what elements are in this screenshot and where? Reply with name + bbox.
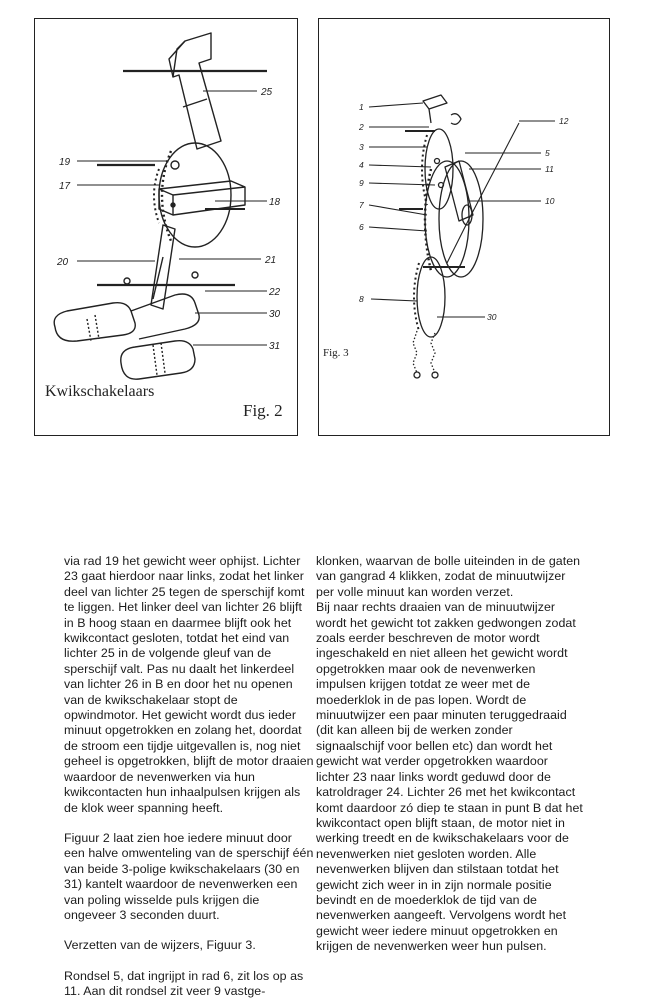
fig2-callout-20: 20 — [57, 257, 69, 268]
text-column-left — [64, 554, 314, 1000]
figure-2 — [34, 18, 298, 436]
figure-3-label: Fig. 3 — [323, 347, 349, 359]
paragraph: Bij naar rechts draaien van de minuutwijzer wordt het gewicht tot zakken gedwongen zodat zoals eerder beschreven de motor wordt ingeschakeld en niet alleen het gewicht wordt opgetrokken maar ook de nevenwerken impulsen krijgen totdat ze weer met de moederklok in de pas lopen. Wordt de minuutwijzer een paar minuten teruggedraaid (dit kan alleen bij de werken zonder signaalschijf voor bellen etc) dan wordt het gewicht wat verder opgetrokken waardoor lichter 23 naar links wordt geduwd door de katroldrager 24. Lichter 26 met het kwikcontact komt daardoor zó diep te staan in punt B dat het kwikcontact open blijft staan, de motor niet in werking treedt en de kwikschakelaars voor de nevenwerken niet gesloten worden. Alle nevenwerken blijven dan stilstaan totdat het gewicht zich weer in in zijn normale positie bevindt en de moederklok de tijd van de nevenwerken aangeeft. Vervolgens wordt het gewicht weer iedere minuut opgetrokken en krijgen de nevenwerken weer hun pulsen. — [316, 600, 583, 954]
fig3-callout-3: 3 — [359, 142, 364, 152]
text-column-right — [316, 554, 584, 955]
fig3-callout-6: 6 — [359, 222, 364, 232]
fig2-callout-19: 19 — [59, 157, 71, 168]
paragraph: Rondsel 5, dat ingrijpt in rad 6, zit los op as 11. Aan dit rondsel zit veer 9 vastge- — [64, 968, 304, 999]
fig2-callout-31: 31 — [269, 341, 281, 352]
fig3-callout-1: 1 — [359, 102, 364, 112]
figure-3 — [318, 18, 610, 436]
fig3-callout-4: 4 — [359, 160, 364, 170]
paragraph: Figuur 2 laat zien hoe iedere minuut door een halve omwenteling van de sperschijf één van beide 3-polige kwikschakelaars (30 en 31) kantelt waardoor de nevenwerken een van poling wisselde puls krijgen die ongeveer 3 seconden duurt. — [64, 830, 314, 922]
fig3-callout-12: 12 — [559, 116, 569, 126]
figure-2-title: Kwikschakelaars — [45, 383, 155, 400]
fig3-callout-7: 7 — [359, 200, 364, 210]
figure-2-drawing — [35, 19, 299, 437]
fig3-callout-2: 2 — [359, 122, 364, 132]
fig3-callout-11: 11 — [545, 164, 554, 174]
fig2-callout-25: 25 — [261, 87, 273, 98]
fig3-callout-8: 8 — [359, 294, 364, 304]
fig3-callout-9: 9 — [359, 178, 364, 188]
paragraph: via rad 19 het gewicht weer ophijst. Lichter 23 gaat hierdoor naar links, zodat het linker deel van lichter 25 tegen de sperschijf komt te liggen. Het linker deel van lichter 26 blijft in B hoog staan en daarmee blijft ook het kwikcontact gesloten, totdat het eind van lichter 25 in de volgende gleuf van de sperschijf valt. Pas nu daalt het linkerdeel van lichter 26 in B en door het nu openen van de kwikschakelaar stopt de opwindmotor. Het gewicht wordt dus ieder minuut opgetrokken en zolang het, doordat de stroom een tijdje uitgevallen is, nog niet geheel is opgetrokken, blijft de motor draaien waardoor de nevenwerken via hun kwikcontacten hun inhaalpulsen krijgen als de klok weer spanning heeft. — [64, 554, 314, 815]
fig2-callout-21: 21 — [265, 255, 277, 266]
figure-2-label: Fig. 2 — [243, 401, 283, 420]
fig3-callout-10: 10 — [545, 196, 555, 206]
fig2-callout-22: 22 — [269, 287, 281, 298]
fig2-callout-17: 17 — [59, 181, 71, 192]
fig2-callout-30: 30 — [269, 309, 281, 320]
figure-3-drawing — [319, 19, 611, 437]
paragraph: klonken, waarvan de bolle uiteinden in de gaten van gangrad 4 klikken, zodat de minuutwijzer per volle minuut kan worden verzet. — [316, 554, 581, 599]
section-heading: Verzetten van de wijzers, Figuur 3. — [64, 938, 256, 953]
fig2-callout-18: 18 — [269, 197, 281, 208]
fig3-callout-5: 5 — [545, 148, 550, 158]
fig3-callout-30: 30 — [487, 312, 497, 322]
